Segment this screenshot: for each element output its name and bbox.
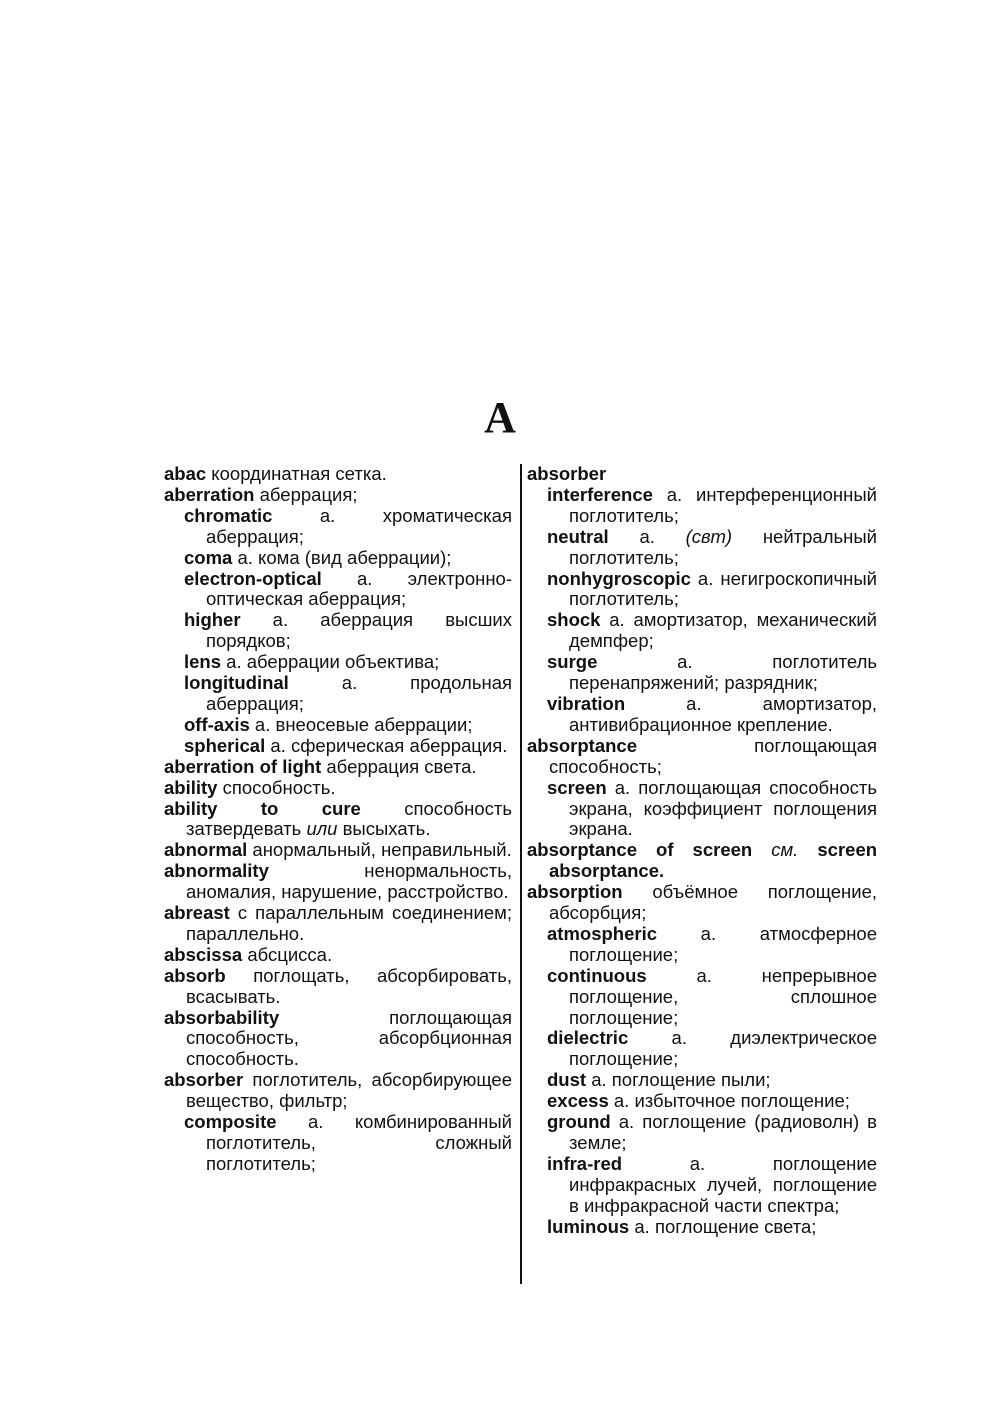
entry-definition: ненормальность, аномалия, нарушение, расстройство. — [186, 860, 512, 903]
entry-headword: higher — [184, 609, 241, 631]
dictionary-entry — [164, 736, 512, 757]
dictionary-entry — [164, 799, 512, 841]
dictionary-entry — [527, 924, 877, 966]
entry-definition: аберрация; — [254, 483, 358, 505]
entry-definition: a. негигроскопичный поглотитель; — [569, 567, 877, 610]
entry-definition: a. поглощение пыли; — [586, 1069, 771, 1091]
entry-headword: abnormality — [164, 860, 269, 882]
entry-cross-reference: screen absorptance. — [549, 839, 878, 882]
entry-definition: a. поглощение света; — [629, 1215, 817, 1237]
entry-headword: absorbability — [164, 1006, 280, 1028]
dictionary-entry — [527, 610, 877, 652]
entry-headword: composite — [184, 1111, 277, 1133]
entry-definition-tail: высыхать. — [337, 818, 431, 840]
entry-headword: atmospheric — [547, 922, 658, 944]
dictionary-entry — [164, 966, 512, 1008]
entry-italic-note: см. — [771, 839, 799, 861]
entry-definition: аберрация света. — [321, 755, 477, 777]
entry-headword: interference — [547, 483, 653, 505]
entry-definition: анормальный, неправильный. — [247, 839, 512, 861]
dictionary-entry — [164, 1008, 512, 1071]
dictionary-entry — [164, 945, 512, 966]
entry-italic-note: (свт) — [685, 525, 733, 547]
dictionary-entry — [164, 569, 512, 611]
dictionary-entry — [527, 527, 877, 569]
entry-headword: luminous — [547, 1215, 630, 1237]
entry-headword: longitudinal — [184, 672, 289, 694]
dictionary-entry — [164, 903, 512, 945]
entry-definition: способность. — [217, 776, 336, 798]
entry-definition: поглотитель, абсорбирующее вещество, фильтр; — [186, 1069, 512, 1112]
entry-definition: a. избыточное поглощение; — [608, 1090, 850, 1112]
entry-headword: aberration of light — [164, 755, 322, 777]
entry-definition: a. аберрация высших порядков; — [206, 609, 512, 652]
dictionary-entry — [164, 1112, 512, 1175]
dictionary-entry — [164, 485, 512, 506]
entry-headword: ability to cure — [164, 797, 361, 819]
entry-headword: abac — [164, 463, 207, 484]
entry-headword: absorber — [527, 463, 607, 484]
entry-definition: абсцисса. — [242, 943, 333, 965]
dictionary-entry — [527, 1070, 877, 1091]
entry-headword: abreast — [164, 902, 230, 924]
entry-headword: absorb — [164, 964, 226, 986]
entry-definition-tail: нейтральный поглотитель; — [569, 525, 878, 568]
entry-headword: ground — [547, 1111, 611, 1133]
entry-headword: screen — [547, 776, 607, 798]
entry-definition: a. атмосферное поглощение; — [569, 922, 877, 965]
dictionary-entry — [527, 1112, 877, 1154]
entry-headword: surge — [547, 651, 598, 673]
entry-definition: a. интерференционный поглотитель; — [569, 483, 877, 526]
dictionary-entry — [164, 548, 512, 569]
entry-definition: поглощающая способность; — [549, 734, 877, 777]
entry-headword: coma — [184, 546, 233, 568]
dictionary-entry — [527, 1154, 877, 1217]
entry-headword: abscissa — [164, 943, 243, 965]
dictionary-entry — [527, 1091, 877, 1112]
entry-headword: lens — [184, 651, 222, 673]
entry-definition — [752, 839, 771, 860]
dictionary-entry — [164, 464, 512, 485]
dictionary-entry — [527, 736, 877, 778]
dictionary-entry — [527, 840, 877, 882]
entry-definition: a. поглотитель перенапряжений; разрядник; — [569, 651, 877, 694]
dictionary-entry — [164, 715, 512, 736]
entry-definition: a. кома (вид аберрации); — [232, 546, 452, 568]
entry-headword: absorptance of screen — [527, 839, 753, 861]
entry-definition: a. комбинированный поглотитель, сложный поглотитель; — [206, 1111, 512, 1174]
dictionary-entry — [164, 861, 512, 903]
entry-headword: ability — [164, 776, 218, 798]
dictionary-entry — [164, 673, 512, 715]
dictionary-entry — [164, 840, 512, 861]
entry-definition: a. продольная аберрация; — [206, 672, 512, 714]
entry-headword: off-axis — [184, 713, 250, 735]
dictionary-entry — [527, 778, 877, 841]
entry-headword: neutral — [547, 525, 609, 547]
dictionary-entry — [527, 966, 877, 1029]
entry-headword: shock — [547, 609, 601, 631]
entry-headword: abnormal — [164, 839, 248, 861]
entry-definition: a. амортизатор, антивибрационное крепление. — [569, 692, 877, 735]
entry-definition: a. поглощающая способность экрана, коэффициент поглощения экрана. — [569, 776, 877, 840]
dictionary-entry — [164, 1070, 512, 1112]
entry-definition: способность затвердевать — [186, 797, 513, 840]
dictionary-entry — [164, 652, 512, 673]
entry-definition: a. непрерывное поглощение, сплошное поглощение; — [569, 964, 877, 1028]
entry-definition: координатная сетка. — [206, 463, 387, 484]
entry-definition: a. поглощение инфракрасных лучей, поглощение в инфракрасной части спектра; — [569, 1152, 877, 1216]
entry-headword: aberration — [164, 483, 255, 505]
entry-definition: a. аберрации объектива; — [221, 651, 440, 673]
entry-headword: continuous — [547, 964, 647, 986]
entry-definition: a. диэлектрическое поглощение; — [569, 1027, 877, 1070]
entry-headword: excess — [547, 1090, 609, 1112]
entry-headword: absorber — [164, 1069, 244, 1091]
dictionary-entry — [164, 757, 512, 778]
dictionary-entry — [164, 778, 512, 799]
entry-headword: absorptance — [527, 734, 638, 756]
dictionary-entry — [164, 506, 512, 548]
entry-definition: a. — [608, 525, 686, 547]
entry-definition-tail — [798, 839, 817, 860]
entry-headword: electron-optical — [184, 567, 322, 589]
dictionary-entry — [527, 882, 877, 924]
entry-headword: absorption — [527, 881, 623, 903]
entry-definition: a. внеосевые аберрации; — [249, 713, 473, 735]
entry-headword: vibration — [547, 692, 626, 714]
entry-definition: поглощающая способность, абсорбционная способность. — [186, 1006, 512, 1070]
section-letter: A — [484, 393, 516, 442]
dictionary-entry — [527, 1217, 877, 1238]
entry-definition: с параллельным соединением; параллельно. — [186, 902, 512, 944]
entry-headword: infra-red — [547, 1152, 623, 1174]
entry-definition: a. электронно-оптическая аберрация; — [206, 567, 512, 610]
entry-italic-note: или — [306, 818, 338, 840]
dictionary-entry — [527, 569, 877, 611]
entry-headword: spherical — [184, 734, 266, 756]
dictionary-entry — [527, 694, 877, 736]
dictionary-entry — [164, 610, 512, 652]
dictionary-entry — [527, 1028, 877, 1070]
entry-headword: chromatic — [184, 504, 273, 526]
entry-headword: dust — [547, 1069, 587, 1091]
right-column — [527, 464, 877, 1238]
dictionary-entry — [527, 485, 877, 527]
entry-definition: a. хроматическая аберрация; — [206, 504, 512, 547]
entry-definition: a. поглощение (радиоволн) в земле; — [569, 1111, 877, 1153]
entry-definition: a. сферическая аберрация. — [265, 734, 508, 756]
entry-definition: a. амортизатор, механический демпфер; — [569, 609, 877, 652]
dictionary-entry — [527, 652, 877, 694]
column-divider — [520, 464, 522, 1284]
left-column — [164, 464, 512, 1175]
entry-headword: nonhygroscopic — [547, 567, 691, 589]
entry-headword: dielectric — [547, 1027, 629, 1049]
dictionary-entry — [527, 464, 877, 485]
entry-definition: объёмное поглощение, абсорбция; — [549, 881, 877, 924]
entry-definition: поглощать, абсорбировать, всасывать. — [186, 964, 512, 1007]
